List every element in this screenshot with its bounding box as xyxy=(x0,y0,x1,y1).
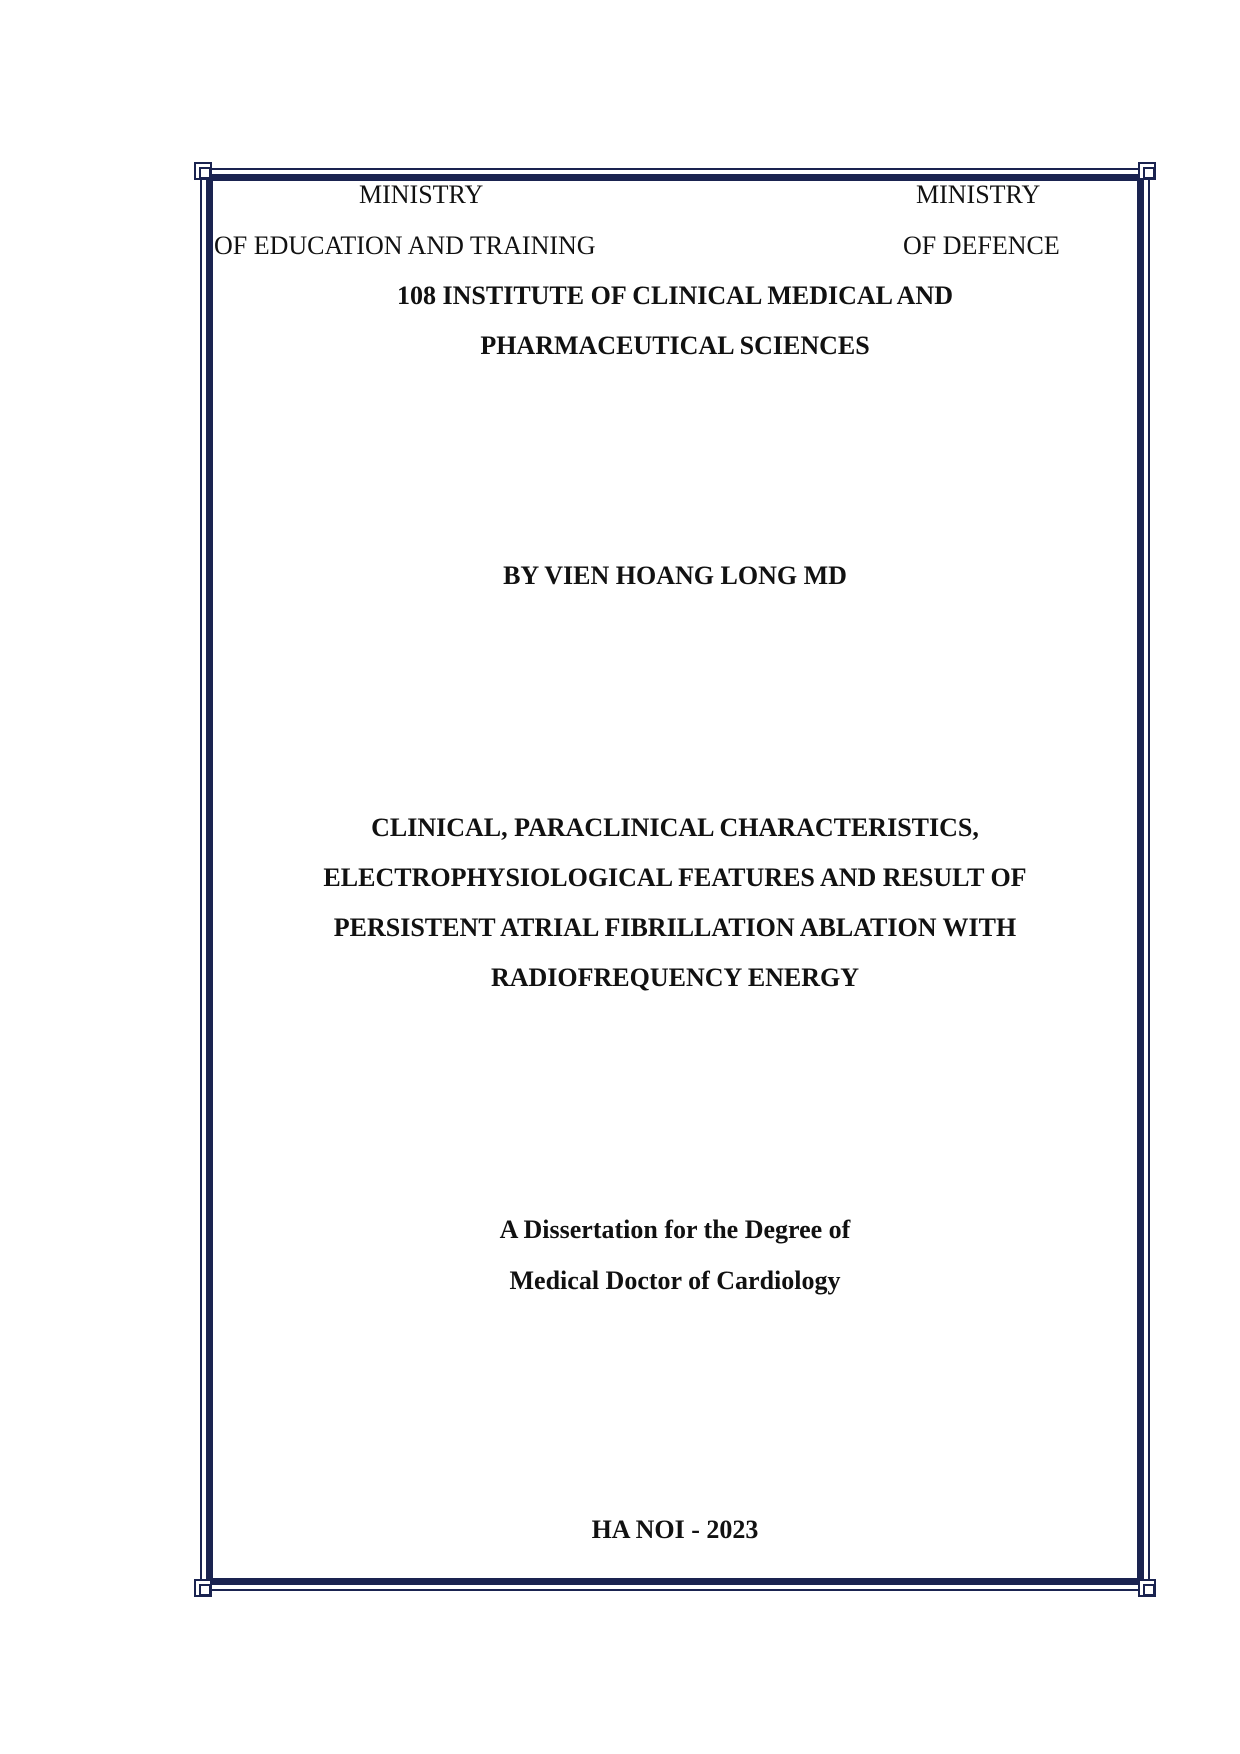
degree-line1: A Dissertation for the Degree of xyxy=(499,1215,851,1244)
author-name: BY VIEN HOANG LONG MD xyxy=(503,561,847,590)
institute-line2: PHARMACEUTICAL SCIENCES xyxy=(480,331,870,360)
border-corner-top-right xyxy=(1138,162,1156,180)
degree-line2: Medical Doctor of Cardiology xyxy=(509,1266,841,1295)
dissertation-title-line2: ELECTROPHYSIOLOGICAL FEATURES AND RESULT OF xyxy=(323,863,1027,892)
dissertation-title-line3: PERSISTENT ATRIAL FIBRILLATION ABLATION WITH xyxy=(333,913,1017,942)
ministry-right-line2: OF DEFENCE xyxy=(903,231,1060,260)
dissertation-title-line1: CLINICAL, PARACLINICAL CHARACTERISTICS, xyxy=(371,813,979,842)
ministry-left-line2: OF EDUCATION AND TRAINING xyxy=(214,231,596,260)
border-corner-bottom-right xyxy=(1138,1579,1156,1597)
place-and-year: HA NOI - 2023 xyxy=(591,1515,759,1544)
dissertation-title-line4: RADIOFREQUENCY ENERGY xyxy=(490,963,860,992)
ministry-right-line1: MINISTRY xyxy=(916,180,1041,209)
institute-line1: 108 INSTITUTE OF CLINICAL MEDICAL AND xyxy=(397,281,953,310)
border-corner-top-left xyxy=(194,162,212,180)
border-corner-bottom-left xyxy=(194,1579,212,1597)
ministry-left-line1: MINISTRY xyxy=(359,180,484,209)
